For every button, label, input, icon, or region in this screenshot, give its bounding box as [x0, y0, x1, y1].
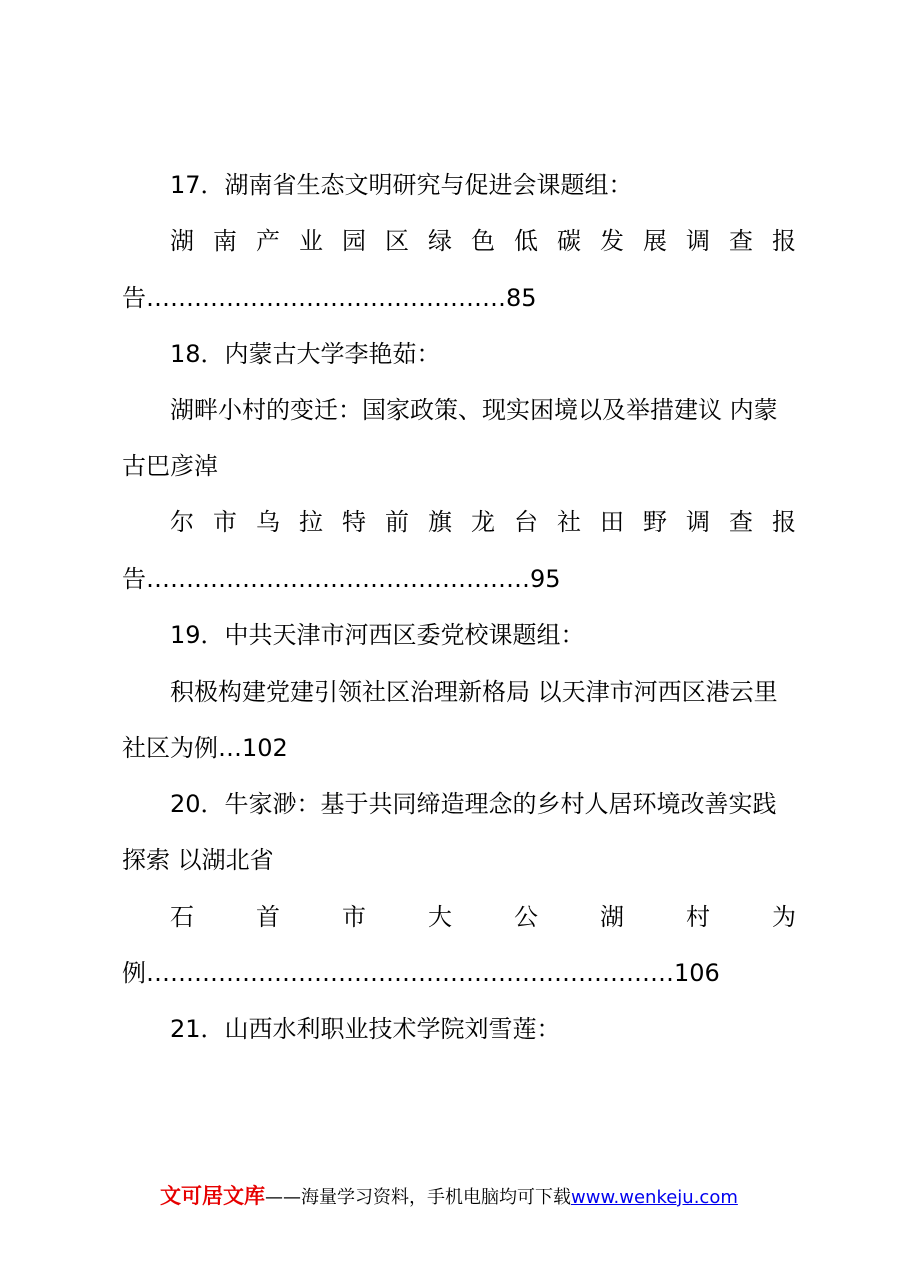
char: 旗 — [428, 508, 452, 536]
toc-entry-21-heading: 21．山西水利职业技术学院刘雪莲： — [170, 1015, 561, 1043]
toc-entry-18-title-line: 湖畔小村的变迁：国家政策、现实困境以及举措建议 内蒙 — [170, 396, 778, 424]
footer-brand: 文可居文库 — [160, 1184, 265, 1208]
toc-entry-18-page: 告…………………………………………95 — [122, 565, 561, 593]
toc-entry-18-heading: 18．内蒙古大学李艳茹： — [170, 340, 441, 368]
char: 市 — [213, 508, 237, 536]
toc-entry-18-title-cont: 古巴彦淖 — [122, 452, 218, 480]
char: 湖 — [170, 227, 194, 255]
toc-entry-19-page: 社区为例…102 — [122, 734, 288, 762]
footer-link[interactable]: www.wenkeju.com — [571, 1187, 738, 1208]
footer-banner — [160, 1180, 738, 1212]
char: 园 — [342, 227, 366, 255]
toc-entry-19-title-line: 积极构建党建引领社区治理新格局 以天津市河西区港云里 — [170, 678, 778, 706]
char: 尔 — [170, 508, 194, 536]
toc-entry-17-heading: 17．湖南省生态文明研究与促进会课题组： — [170, 171, 633, 199]
toc-entry-20-page: 例…………………………………………………………106 — [122, 959, 720, 987]
char: 石 — [170, 903, 194, 931]
char: 野 — [643, 508, 667, 536]
toc-entry-17-title-line — [170, 221, 796, 261]
char: 市 — [342, 903, 366, 931]
char: 调 — [686, 508, 710, 536]
char: 发 — [600, 227, 624, 255]
char: 查 — [729, 508, 753, 536]
toc-entry-20-heading: 20．牛家渺：基于共同缔造理念的乡村人居环境改善实践 — [170, 790, 777, 818]
toc-entry-20-title-line-2 — [170, 897, 796, 937]
char: 展 — [643, 227, 667, 255]
char: 拉 — [299, 508, 323, 536]
char: 查 — [729, 227, 753, 255]
char: 南 — [213, 227, 237, 255]
char: 调 — [686, 227, 710, 255]
char: 色 — [471, 227, 495, 255]
char: 碳 — [557, 227, 581, 255]
toc-entry-17-page: 告………………………………………85 — [122, 284, 537, 312]
char: 特 — [342, 508, 366, 536]
char: 产 — [256, 227, 280, 255]
char: 社 — [557, 508, 581, 536]
char: 村 — [686, 903, 710, 931]
footer-text: ——海量学习资料，手机电脑均可下载 — [265, 1187, 571, 1208]
toc-entry-18-title-line-2 — [170, 502, 796, 542]
char: 大 — [428, 903, 452, 931]
char: 绿 — [428, 227, 452, 255]
char: 公 — [514, 903, 538, 931]
char: 区 — [385, 227, 409, 255]
char: 低 — [514, 227, 538, 255]
char: 湖 — [600, 903, 624, 931]
toc-entry-20-title-cont: 探索 以湖北省 — [122, 846, 274, 874]
char: 田 — [600, 508, 624, 536]
char: 为 — [772, 903, 796, 931]
char: 报 — [772, 508, 796, 536]
toc-entry-19-heading: 19．中共天津市河西区委党校课题组： — [170, 621, 585, 649]
char: 龙 — [471, 508, 495, 536]
char: 首 — [256, 903, 280, 931]
char: 乌 — [256, 508, 280, 536]
char: 前 — [385, 508, 409, 536]
char: 报 — [772, 227, 796, 255]
char: 台 — [514, 508, 538, 536]
char: 业 — [299, 227, 323, 255]
